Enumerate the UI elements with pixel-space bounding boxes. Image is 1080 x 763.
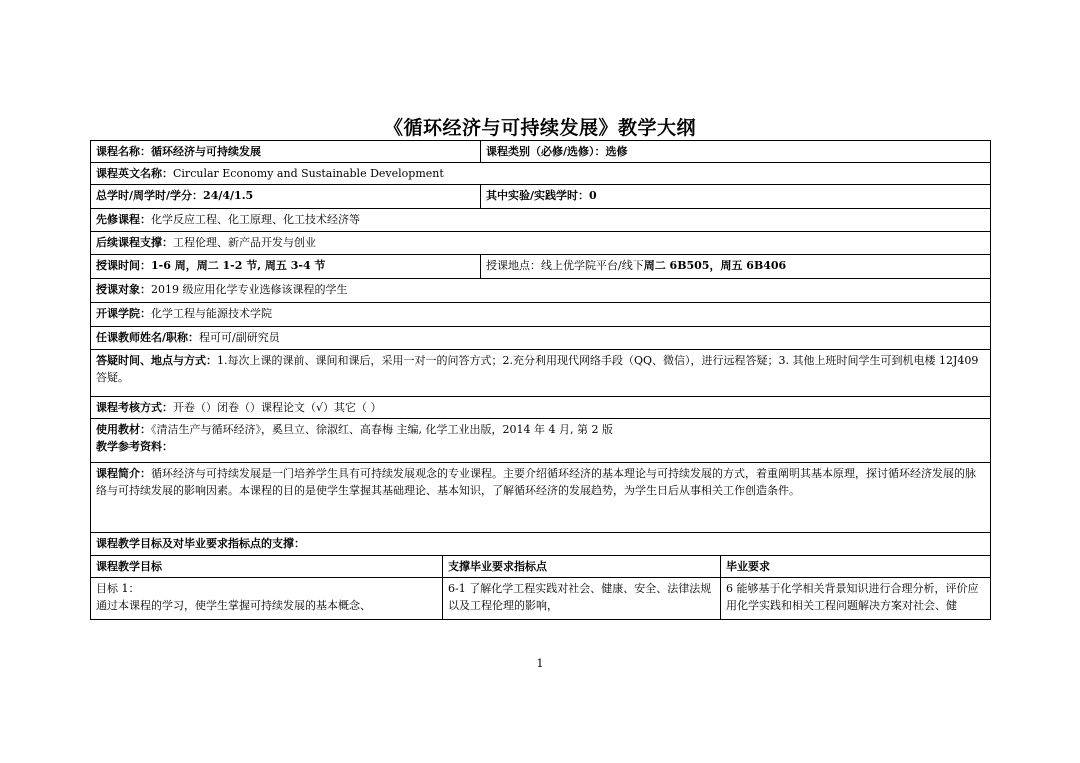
row-followup	[91, 232, 991, 255]
audience-value: 2019 级应用化学专业选修该课程的学生	[151, 283, 348, 296]
teacher-cell	[91, 327, 991, 350]
textbook-label: 使用教材：	[96, 423, 151, 436]
intro-value: 循环经济与可持续发展是一门培养学生具有可持续发展观念的专业课程。主要介绍循环经济的基本理论与可持续发展的方式，着重阐明其基本原理，探讨循环经济发展的脉络与可持续发展的影响因素。本课程的目的是使学生掌握其基础理论、基本知识，了解循环经济的发展趋势，为学生日后从事相关工作创造条件。	[96, 467, 976, 497]
row-hours	[91, 185, 991, 209]
objectives-heading-label: 课程教学目标及对毕业要求指标点的支撑：	[96, 537, 305, 550]
row-audience	[91, 279, 991, 303]
header-indicator	[443, 556, 721, 578]
course-type-cell	[481, 141, 991, 163]
qa-cell	[91, 350, 991, 397]
qa-label: 答疑时间、地点与方式：	[96, 354, 217, 367]
syllabus-table	[90, 140, 991, 620]
teacher-value: 程可可/副研究员	[199, 331, 280, 344]
intro-cell	[91, 463, 991, 533]
english-name-cell	[91, 163, 991, 185]
english-name-label: 课程英文名称：	[96, 167, 173, 180]
intro-label: 课程简介：	[96, 467, 151, 480]
header-goal	[91, 556, 443, 578]
row-course-name	[91, 141, 991, 163]
location-label: 授课地点：线上优学院平台/线下	[486, 259, 644, 272]
indicator-1-text: 6-1 了解化学工程实践对社会、健康、安全、法律法规以及工程伦理的影响，	[448, 582, 712, 612]
requirement-1-cell	[721, 578, 991, 620]
course-name-cell	[91, 141, 481, 163]
english-name-value: Circular Economy and Sustainable Development	[173, 167, 444, 180]
teaching-time-label: 授课时间：	[96, 259, 151, 272]
textbook-line	[96, 421, 985, 438]
followup-label: 后续课程支撑：	[96, 236, 173, 249]
goal-1-title: 目标 1：	[96, 582, 140, 595]
goal-1-text: 通过本课程的学习，使学生掌握可持续发展的基本概念、	[96, 599, 371, 612]
header-requirement	[721, 556, 991, 578]
header-requirement-text: 毕业要求	[726, 560, 770, 573]
teaching-time-cell	[91, 255, 481, 279]
header-indicator-text: 支撑毕业要求指标点	[448, 560, 547, 573]
assessment-value: 开卷（）闭卷（）课程论文（√）其它（ ）	[173, 401, 382, 414]
row-objectives-headers	[91, 556, 991, 578]
references-line	[96, 438, 985, 455]
course-name-label: 课程名称：	[96, 145, 151, 158]
hours-cell	[91, 185, 481, 209]
teacher-label: 任课教师姓名/职称：	[96, 331, 200, 344]
objectives-heading-cell	[91, 533, 991, 556]
prerequisite-label: 先修课程：	[96, 213, 151, 226]
row-english-name	[91, 163, 991, 185]
course-type-value: 选修	[605, 145, 628, 158]
prerequisite-cell	[91, 209, 991, 232]
indicator-1-cell	[443, 578, 721, 620]
audience-cell	[91, 279, 991, 303]
hours-label: 总学时/周学时/学分：	[96, 189, 204, 202]
row-college	[91, 303, 991, 327]
header-goal-text: 课程教学目标	[96, 560, 162, 573]
textbook-value: 《清洁生产与循环经济》，奚旦立、徐淑红、高春梅 主编, 化学工业出版，2014 年 4 月, 第 2 版	[151, 423, 613, 436]
assessment-label: 课程考核方式：	[96, 401, 173, 414]
followup-value: 工程伦理、新产品开发与创业	[173, 236, 316, 249]
prerequisite-value: 化学反应工程、化工原理、化工技术经济等	[151, 213, 360, 226]
textbook-cell	[91, 419, 991, 463]
lab-hours-label: 其中实验/实践学时：	[486, 189, 590, 202]
location-value: 周二 6B505，周五 6B406	[643, 259, 787, 272]
course-type-label: 课程类别（必修/选修）：	[486, 145, 606, 158]
row-objectives-heading	[91, 533, 991, 556]
page-number: 1	[536, 657, 544, 670]
lab-hours-cell	[481, 185, 991, 209]
row-teacher	[91, 327, 991, 350]
college-value: 化学工程与能源技术学院	[151, 307, 272, 320]
teaching-time-value: 1-6 周，周二 1-2 节, 周五 3-4 节	[151, 259, 326, 272]
location-cell	[481, 255, 991, 279]
qa-value: 1.每次上课的课前、课间和课后，采用一对一的问答方式；2.充分利用现代网络手段（QQ、微信），进行远程答疑；3. 其他上班时间学生可到机电楼 12J409 答疑。	[96, 354, 979, 384]
lab-hours-value: 0	[589, 189, 597, 202]
document-title: 《循环经济与可持续发展》教学大纲	[383, 117, 696, 139]
row-assessment	[91, 397, 991, 419]
row-prerequisite	[91, 209, 991, 232]
row-textbook	[91, 419, 991, 463]
row-teaching-time	[91, 255, 991, 279]
row-objective-1	[91, 578, 991, 620]
college-cell	[91, 303, 991, 327]
row-intro	[91, 463, 991, 533]
course-name-value: 循环经济与可持续发展	[151, 145, 261, 158]
row-qa	[91, 350, 991, 397]
assessment-cell	[91, 397, 991, 419]
goal-1-cell	[91, 578, 443, 620]
college-label: 开课学院：	[96, 307, 151, 320]
hours-value: 24/4/1.5	[203, 189, 254, 202]
requirement-1-text: 6 能够基于化学相关背景知识进行合理分析，评价应用化学实践和相关工程问题解决方案对社会、健	[726, 582, 979, 612]
followup-cell	[91, 232, 991, 255]
audience-label: 授课对象：	[96, 283, 151, 296]
references-label: 教学参考资料：	[96, 440, 173, 453]
